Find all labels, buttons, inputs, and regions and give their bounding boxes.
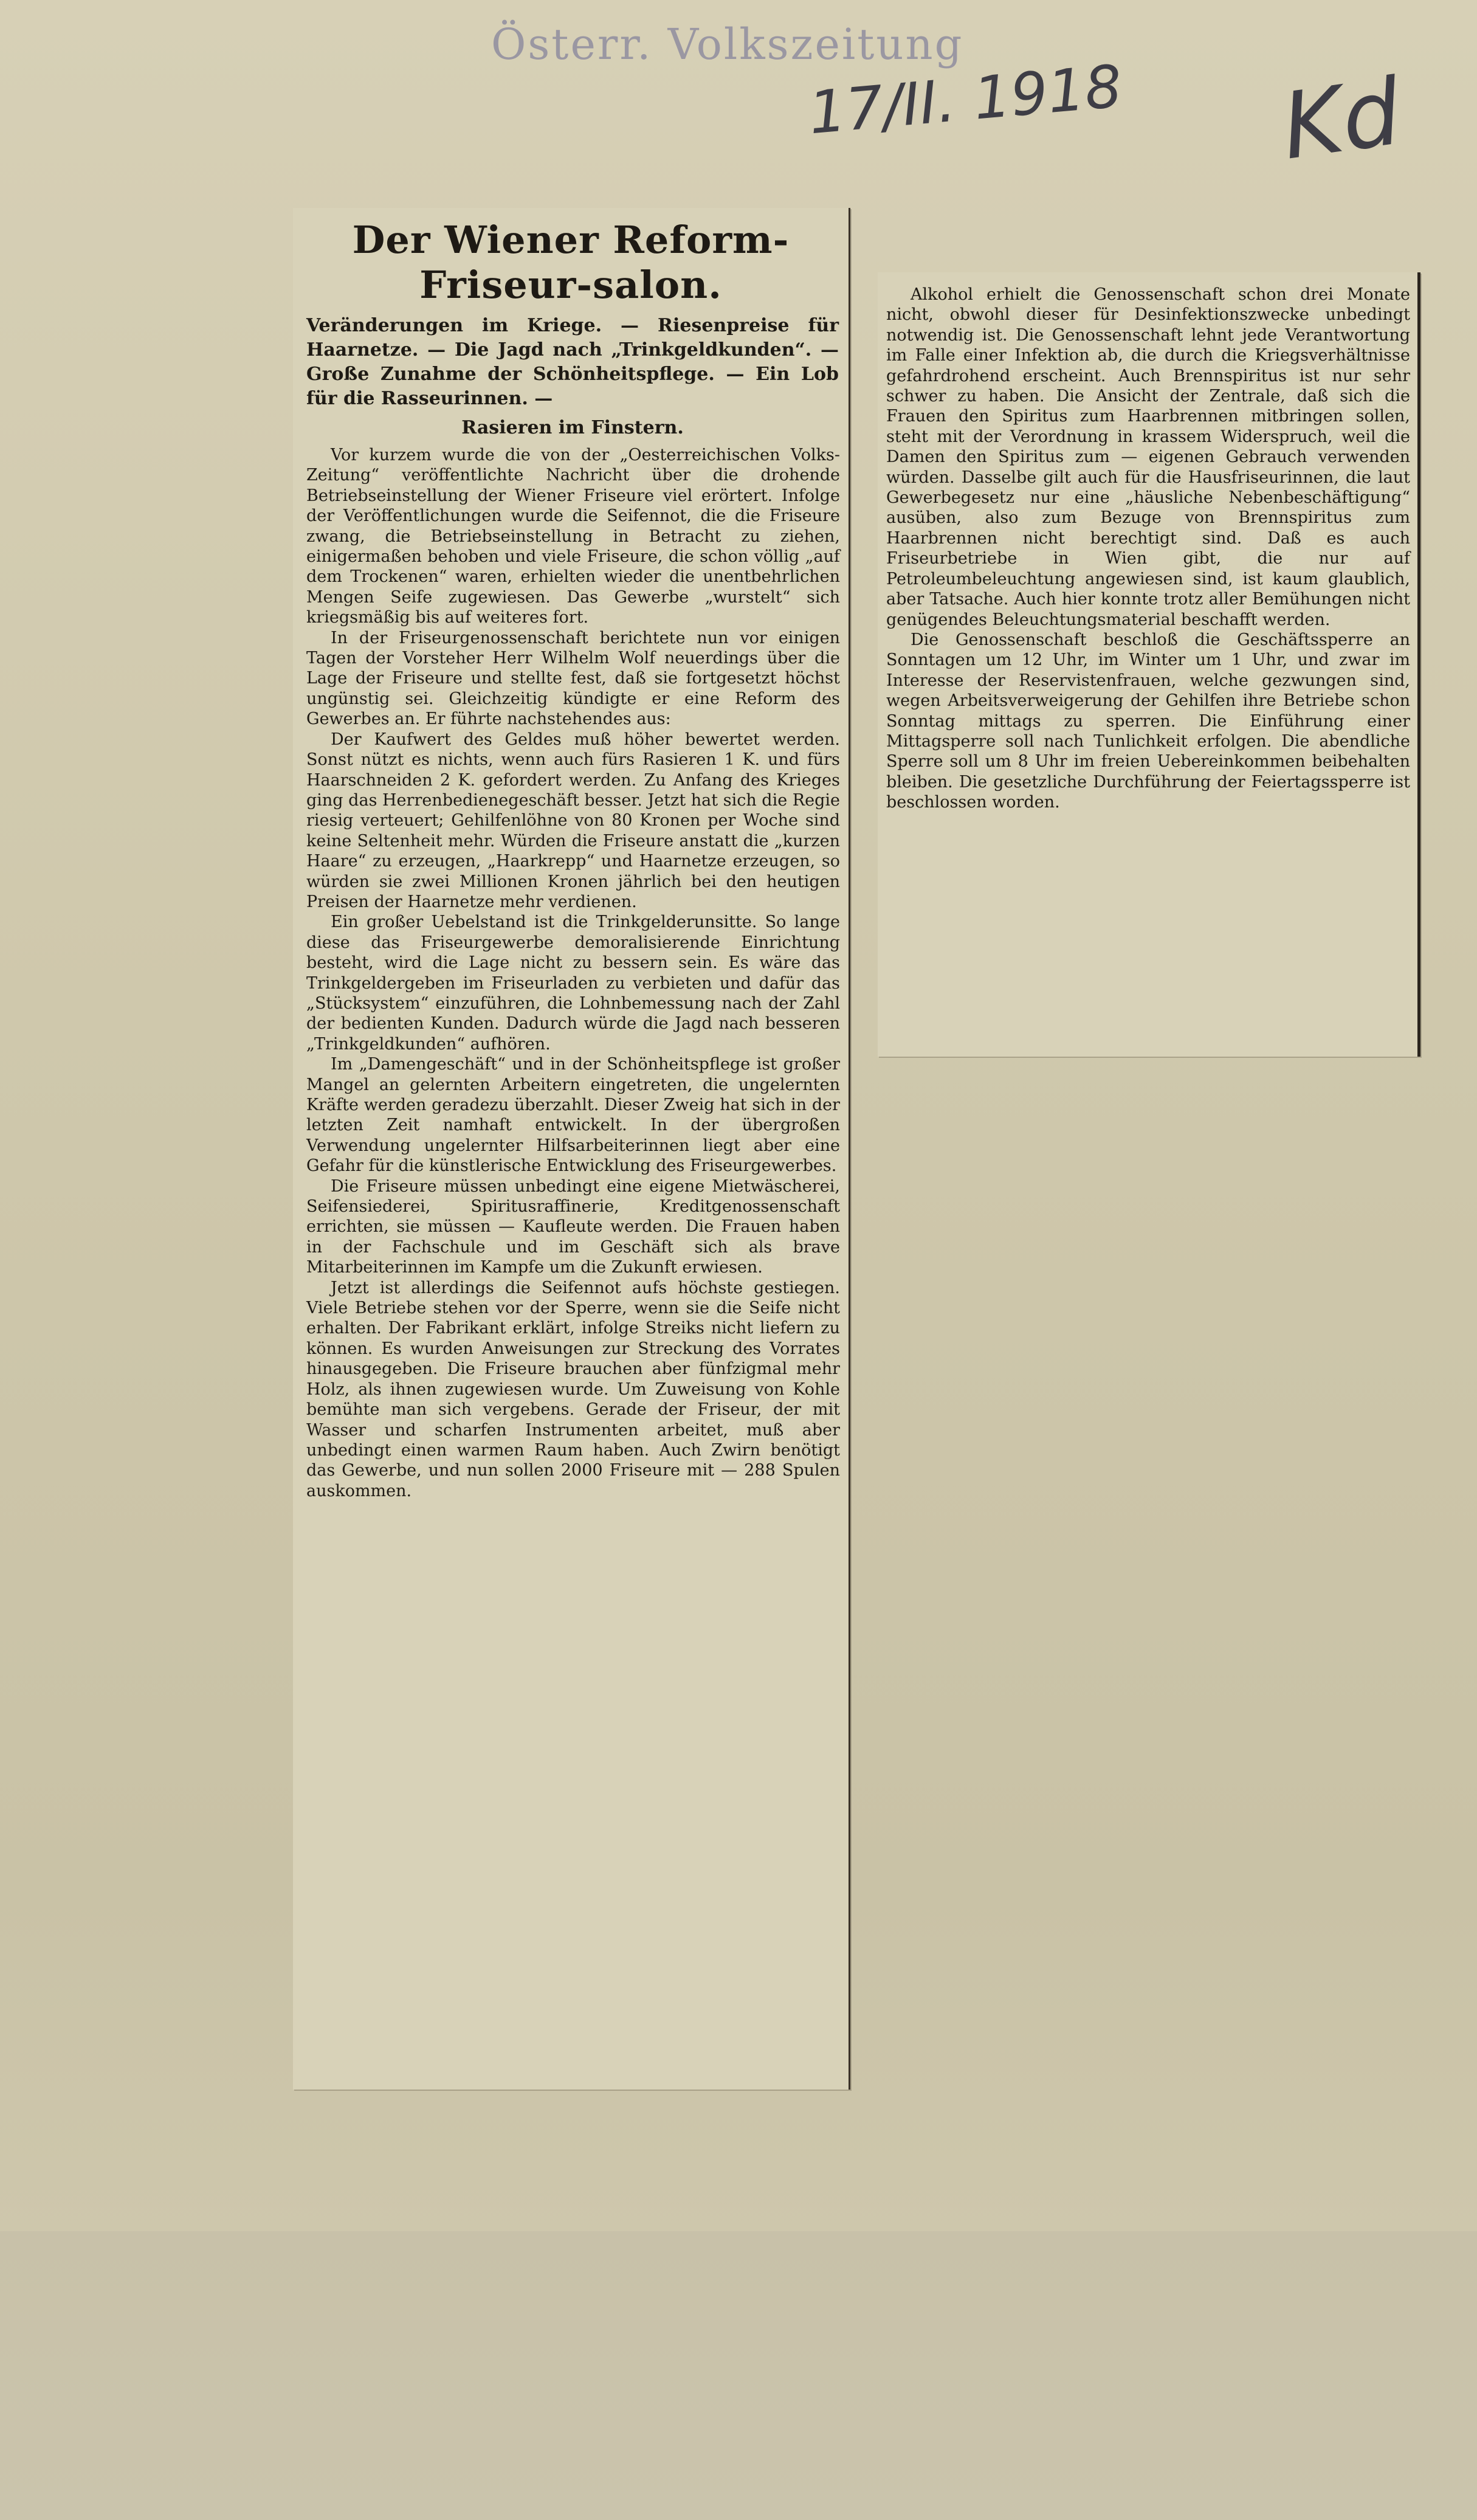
continuation-body (886, 285, 1410, 813)
article-paragraph: Ein großer Uebelstand ist die Trinkgelderunsitte. So lange diese das Friseurgewerbe demoralisierende Einrichtung besteht, wird die Lage nicht zu bessern sein. Es wäre das Trinkgeldergeben im Friseurladen zu verbieten und dafür das „Stücksystem“ einzuführen, die Lohnbemessung nach der Zahl der bedienten Kunden. Dadurch würde die Jagd nach besseren „Trinkgeldkunden“ aufhören. (306, 913, 840, 1054)
article-headline: Der Wiener Reform-Friseur-salon. (352, 218, 790, 307)
continuation-paragraph: Die Genossenschaft beschloß die Geschäftssperre an Sonntagen um 12 Uhr, im Winter um 1 Uhr, und zwar im Interesse der Reservistenfrauen, welche gezwungen sind, wegen Arbeitsverweigerung der Gehilfen ihre Betriebe schon Sonntag mittags zu sperren. Die Einführung einer Mittagsperre soll nach Tunlichkeit erfolgen. Die abendliche Sperre soll um 8 Uhr im freien Uebereinkommen beibehalten bleiben. Die gesetzliche Durchführung der Feiertagssperre ist beschlossen worden. (886, 630, 1410, 812)
article-clipping (293, 208, 850, 2090)
newspaper-stamp: Österr. Volkszeitung (491, 19, 964, 69)
article-paragraph: Die Friseure müssen unbedingt eine eigene Mietwäscherei, Seifensiederei, Spiritusraffinerie, Kreditgenossenschaft errichten, sie müssen — Kaufleute werden. Die Frauen haben in der Fachschule und im Geschäft sich als brave Mitarbeiterinnen im Kampfe um die Zukunft erwiesen. (306, 1176, 840, 1277)
article-paragraph: Der Kaufwert des Geldes muß höher bewertet werden. Sonst nützt es nichts, wenn auch fürs Rasieren 1 K. und fürs Haarschneiden 2 K. gefordert werden. Zu Anfang des Krieges ging das Herrenbedienegeschäft besser. Jetzt hat sich die Regie riesig verteuert; Gehilfenlöhne von 80 Kronen per Woche sind keine Seltenheit mehr. Würden die Friseure anstatt die „kurzen Haare“ zu erzeugen, „Haarkrepp“ und Haarnetze erzeugen, so würden sie zwei Millionen Kronen jährlich bei den heutigen Preisen der Haarnetze mehr verdienen. (306, 730, 840, 911)
handwritten-mark: Kd (1275, 59, 1407, 181)
article-paragraph: Im „Damengeschäft“ und in der Schönheitspflege ist großer Mangel an gelernten Arbeitern eingetreten, die ungelernten Kräfte werden geradezu überzahlt. Dieser Zweig hat sich in der letzten Zeit namhaft entwickelt. In der übergroßen Verwendung ungelernter Hilfsarbeiterinnen liegt aber eine Gefahr für die künstlerische Entwicklung des Friseurgewerbes. (306, 1055, 840, 1176)
article-body (306, 445, 840, 1501)
article-subheads: Veränderungen im Kriege. — Riesenpreise für Haarnetze. — Die Jagd nach „Trinkgeldkunden“. — Große Zunahme der Schönheitspflege. — Ein Lob für die Rasseurinnen. — (306, 315, 839, 409)
handwritten-date: 17/II. 1918 (806, 52, 1125, 148)
article-paragraph: Jetzt ist allerdings die Seifennot aufs höchste gestiegen. Viele Betriebe stehen vor der Sperre, wenn sie die Seife nicht erhalten. Der Fabrikant erklärt, infolge Streiks nicht liefern zu können. Es wurden Anweisungen zur Streckung des Vorrates hinausgegeben. Die Friseure brauchen aber fünfzigmal mehr Holz, als ihnen zugewiesen wurde. Um Zuweisung von Kohle bemühte man sich vergebens. Gerade der Friseur, der mit Wasser und scharfen Instrumenten arbeitet, muß aber unbedingt einen warmen Raum haben. Auch Zwirn benötigt das Gewerbe, und nun sollen 2000 Friseure mit — 288 Spulen auskommen. (306, 1278, 840, 1500)
article-subhead-last: Rasieren im Finstern. (461, 417, 684, 438)
article-paragraph: In der Friseurgenossenschaft berichtete nun vor einigen Tagen der Vorsteher Herr Wilhelm Wolf neuerdings über die Lage der Friseure und stellte fest, daß sie fortgesetzt höchst ungünstig sei. Gleichzeitig kündigte er eine Reform des Gewerbes an. Er führte nachstehendes aus: (306, 628, 840, 729)
article-continuation-clipping (878, 272, 1420, 1057)
continuation-paragraph: Alkohol erhielt die Genossenschaft schon drei Monate nicht, obwohl dieser für Desinfektionszwecke unbedingt notwendig ist. Die Genossenschaft lehnt jede Verantwortung im Falle einer Infektion ab, die durch die Kriegsverhältnisse gefahrdrohend erscheint. Auch Brennspiritus ist nur sehr schwer zu haben. Die Ansicht der Zentrale, daß sich die Frauen den Spiritus zum Haarbrennen mitbringen sollen, steht mit der Verordnung in krassem Widerspruch, weil die Damen den Spiritus zum — eigenen Gebrauch verwenden würden. Dasselbe gilt auch für die Hausfriseurinnen, die laut Gewerbegesetz nur eine „häusliche Nebenbeschäftigung“ ausüben, also zum Bezuge von Brennspiritus zum Haarbrennen nicht berechtigt sind. Daß es auch Friseurbetriebe in Wien gibt, die nur auf Petroleumbeleuchtung angewiesen sind, ist kaum glaublich, aber Tatsache. Auch hier konnte trotz aller Bemühungen nicht genügendes Beleuchtungsmaterial beschafft werden. (886, 285, 1410, 629)
sheet-lower-area (0, 2231, 1477, 2520)
article-paragraph: Vor kurzem wurde die von der „Oesterreichischen Volks-Zeitung“ veröffentlichte Nachricht über die drohende Betriebseinstellung der Wiener Friseure viel erörtert. Infolge der Veröffentlichungen wurde die Seifennot, die die Friseure zwang, die Betriebseinstellung in Betracht zu ziehen, einigermaßen behoben und viele Friseure, die schon völlig „auf dem Trockenen“ waren, erhielten wieder die unentbehrlichen Mengen Seife zugewiesen. Das Gewerbe „wurstelt“ sich kriegsmäßig bis auf weiteres fort. (306, 446, 840, 627)
